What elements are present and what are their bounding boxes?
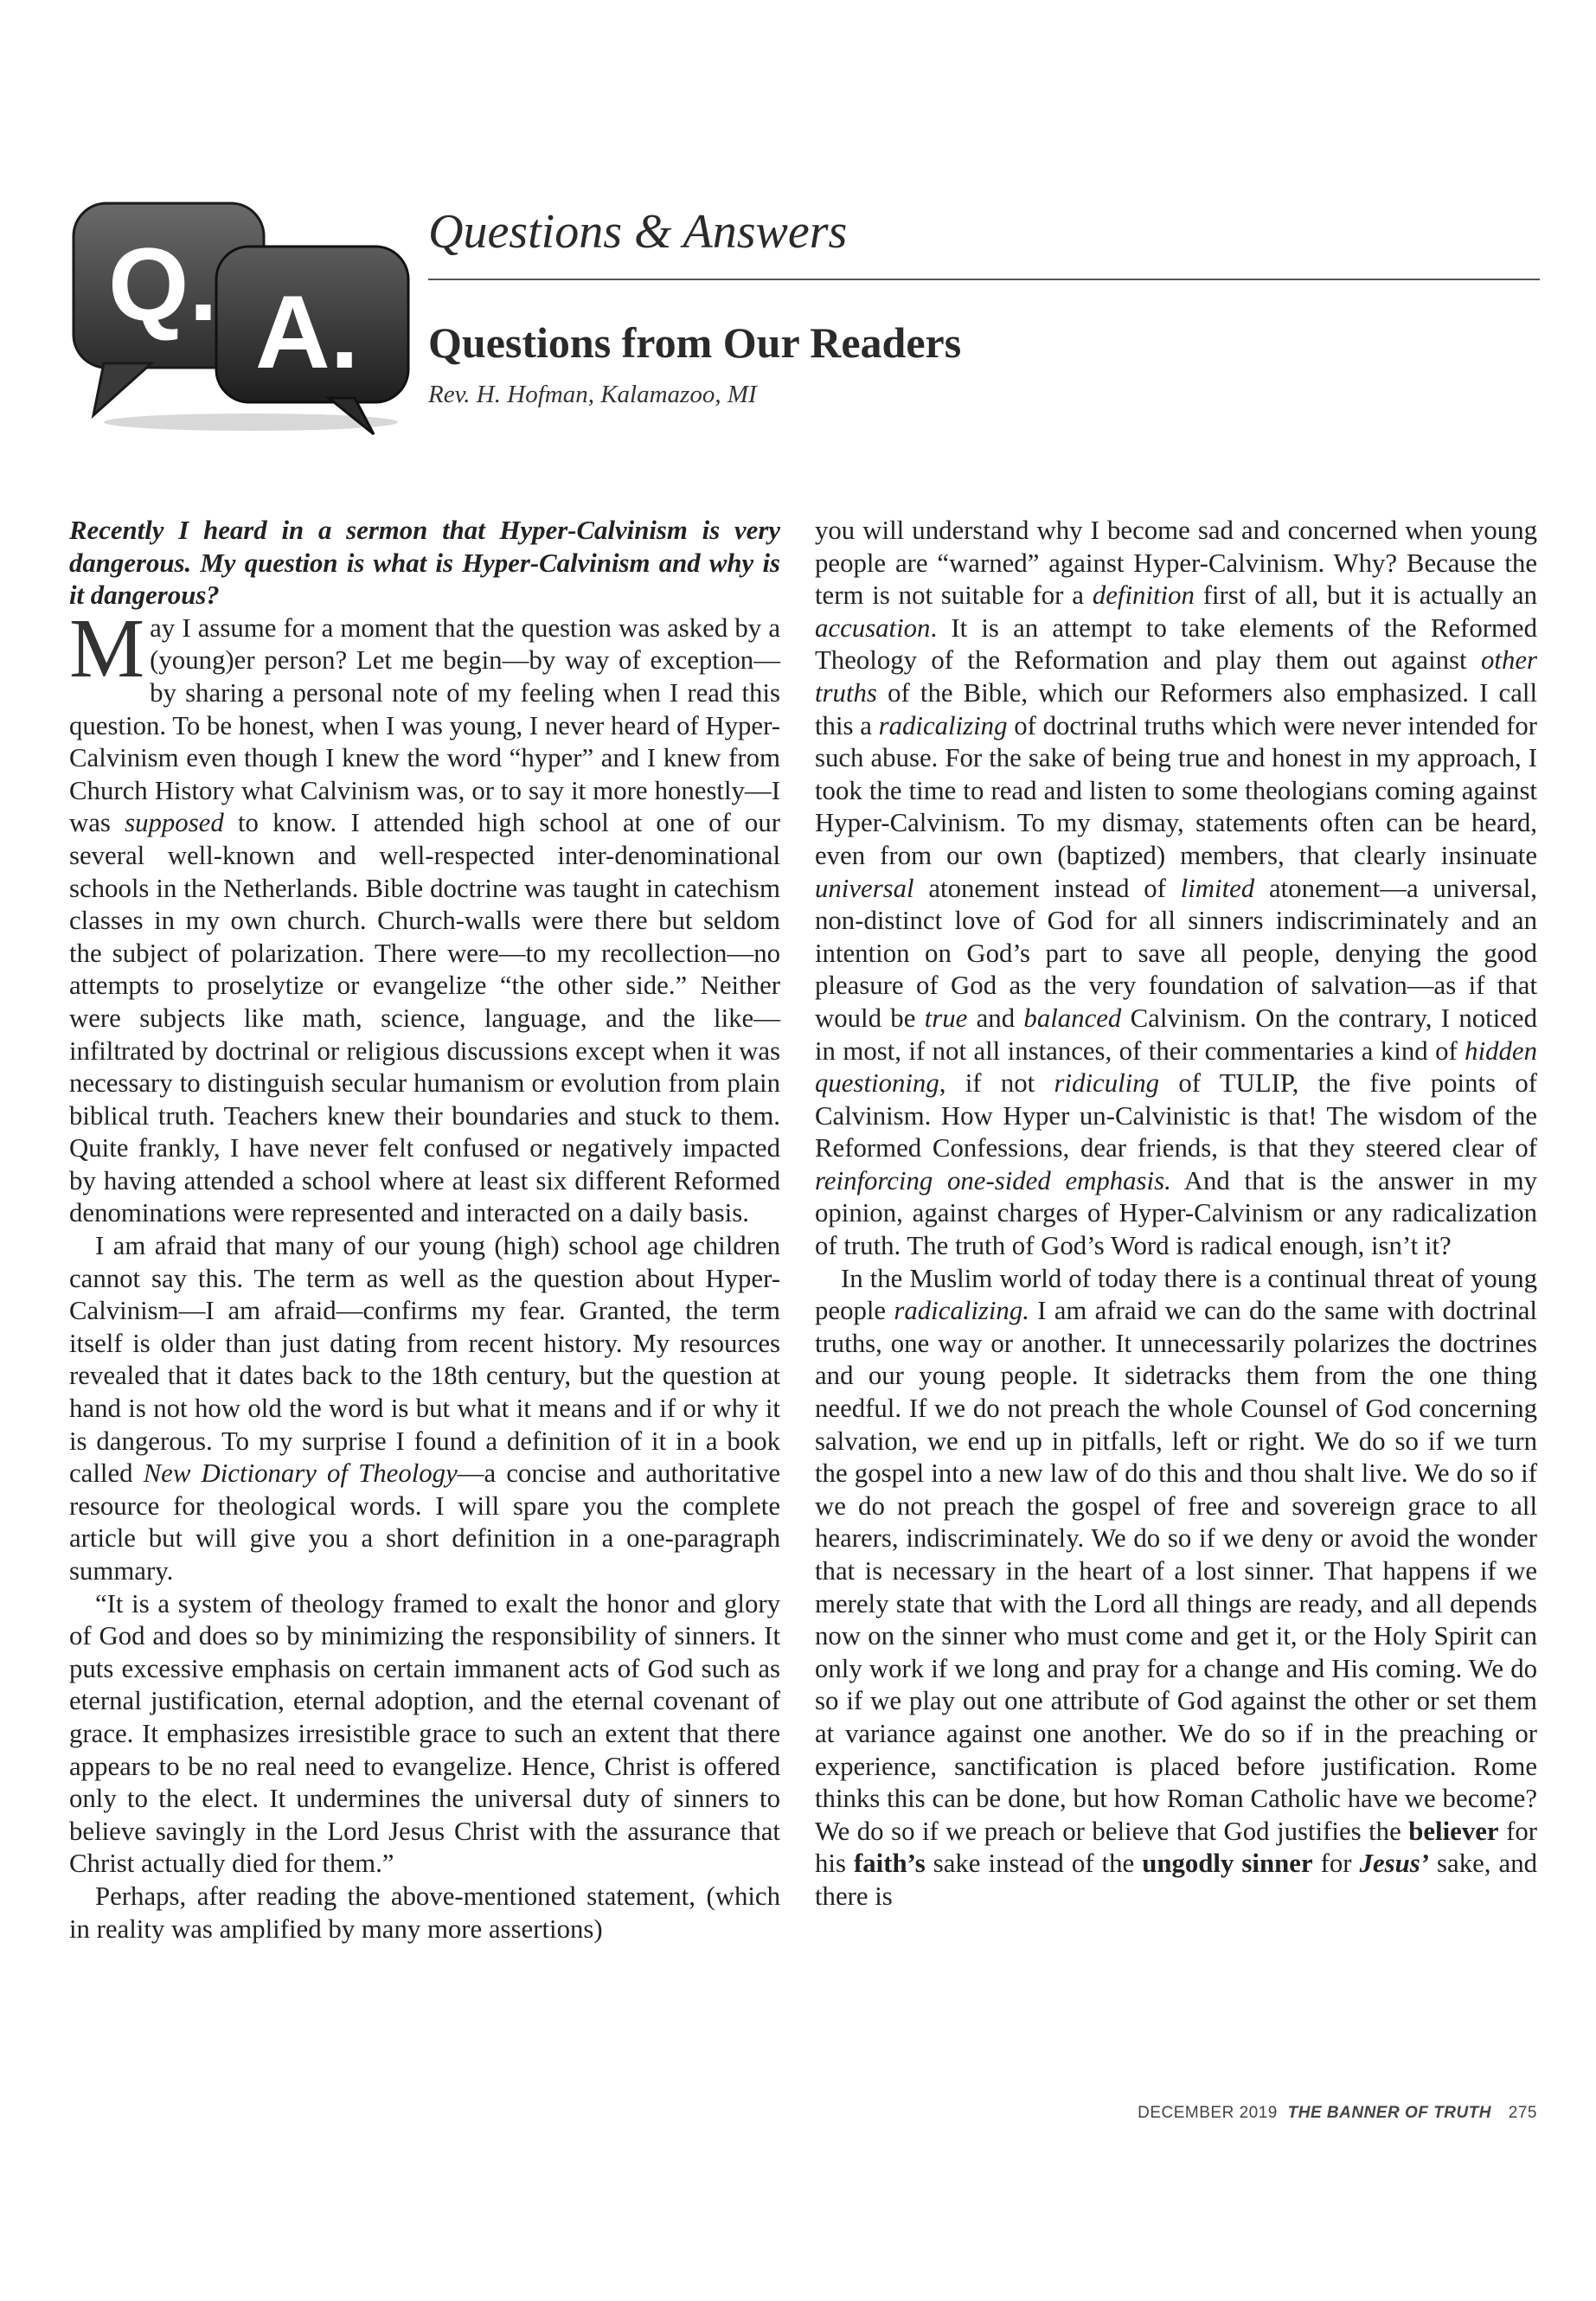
article-title: Questions from Our Readers (428, 318, 962, 367)
qa-logo (69, 199, 415, 437)
logo-q-text: Q. (108, 227, 218, 343)
page-number: 275 (1508, 2104, 1537, 2122)
paragraph: May I assume for a moment that the question was asked by a (young)er person? Let me begin—by way of exception—by sharing a personal note of my feeling when I read this question. To be honest, when I was young, I never heard of Hyper-Calvinism even though I knew the word “hyper” and I knew from Church History what Calvinism was, or to say it more honestly—I was supposed to know. I attended high school at one of our several well-known and well-respected inter-denominational schools in the Netherlands. Bible doctrine was taught in catechism classes in my own church. Church-walls were there but seldom the subject of polarization. There were—to my recollection—no attempts to proselytize or evangelize “the other side.” Neither were subjects like math, science, language, and the like—infiltrated by doctrinal or religious discussions except when it was necessary to distinguish secular humanism or evolution from plain biblical truth. Teachers knew their boundaries and stuck to them. Quite frankly, I have never felt confused or negatively impacted by having attended a school where at least six different Reformed denominations were represented and interacted on a daily basis. (69, 601, 780, 1228)
paragraph: you will understand why I become sad and concerned when young people are “warned” against Hyper-Calvinism. Why? Because the term is not suitable for a definition first of all, but it is actually an accusation. It is an attempt to take elements of the Reformed Theology of the Reformation and play them out against other truths of the Bible, which our Reformers also emphasized. I call this a radicalizing of doctrinal truths which were never intended for such abuse. For the sake of being true and honest in my approach, I took the time to read and listen to some theologians coming against Hyper-Calvinism. To my dismay, statements often can be heard, even from our own (baptized) members, that clearly insinuate universal atonement instead of limited atonement—a universal, non-distinct love of God for all sinners indiscriminately and an intention on God’s part to save all people, denying the good pleasure of God as the very foundation of salvation—as if that would be true and balanced Calvinism. On the contrary, I noticed in most, if not all instances, of their commentaries a kind of hidden questioning, if not ridiculing of TULIP, the five points of Calvinism. How Hyper un-Calvinistic is that! The wisdom of the Reformed Confessions, dear friends, is that they steered clear of reinforcing one-sided emphasis. And that is the answer in my opinion, against charges of Hyper-Calvinism or any radicalization of truth. The truth of God’s Word is radical enough, isn’t it? (815, 516, 1537, 1261)
title-rule (428, 279, 1540, 280)
byline: Rev. H. Hofman, Kalamazoo, MI (428, 381, 757, 408)
left-column (69, 515, 780, 1945)
issue-date: DECEMBER 2019 (1138, 2104, 1278, 2122)
magazine-name: THE BANNER OF TRUTH (1287, 2104, 1492, 2122)
page-footer (1138, 2104, 1537, 2123)
section-title: Questions & Answers (428, 205, 848, 259)
logo-a-text: A. (255, 274, 359, 390)
paragraph: In the Muslim world of today there is a continual threat of young people radicalizing. I am afraid we can do the same with doctrinal truths, one way or another. It unnecessarily polarizes the doctrines and our young people. It sidetracks them from the one thing needful. If we do not preach the whole Counsel of God concerning salvation, we end up in pitfalls, left or right. We do so if we turn the gospel into a new law of do this and thou shalt live. We do so if we do not preach the gospel of free and sovereign grace to all hearers, indiscriminately. We do so if we deny or avoid the wonder that is necessary in the heart of a lost sinner. That happens if we merely state that with the Lord all things are ready, and all depends now on the sinner who must come and get it, or the Holy Spirit can only work if we long and pray for a change and His coming. We do so if we play out one attribute of God against the other or set them at variance against one another. We do so if in the preaching or experience, sanctification is placed before justification. Rome thinks this can be done, but how Roman Catholic have we become? We do so if we preach or believe that God justifies the believer for his faith’s sake instead of the ungodly sinner for Jesus’ sake, and there is (815, 1263, 1537, 1911)
right-column (815, 515, 1537, 1913)
paragraph: Perhaps, after reading the above-mentioned statement, (which in reality was amplified by many more assertions) (69, 1881, 780, 1944)
reader-question: Recently I heard in a sermon that Hyper-Calvinism is very dangerous. My question is what is Hyper-Calvinism and why is it dangerous? (69, 516, 780, 611)
drop-cap: M (69, 601, 145, 695)
paragraph: I am afraid that many of our young (high) school age children cannot say this. The term as well as the question about Hyper-Calvinism—I am afraid—confirms my fear. Granted, the term itself is older than just dating from recent history. My resources revealed that it dates back to the 18th century, but the question at hand is not how old the word is but what it means and if or why it is dangerous. To my surprise I found a definition of it in a book called New Dictionary of Theology—a concise and authoritative resource for theological words. I will spare you the complete article but will give you a short definition in a one-paragraph summary. (69, 1231, 781, 1586)
paragraph: “It is a system of theology framed to exalt the honor and glory of God and does so by minimizing the responsibility of sinners. It puts excessive emphasis on certain immanent acts of God such as eternal justification, eternal adoption, and the eternal covenant of grace. It emphasizes irresistible grace to such an extent that there appears to be no real need to evangelize. Hence, Christ is offered only to the elect. It undermines the universal duty of sinners to believe savingly in the Lord Jesus Christ with the assurance that Christ actually died for them.” (69, 1588, 780, 1879)
